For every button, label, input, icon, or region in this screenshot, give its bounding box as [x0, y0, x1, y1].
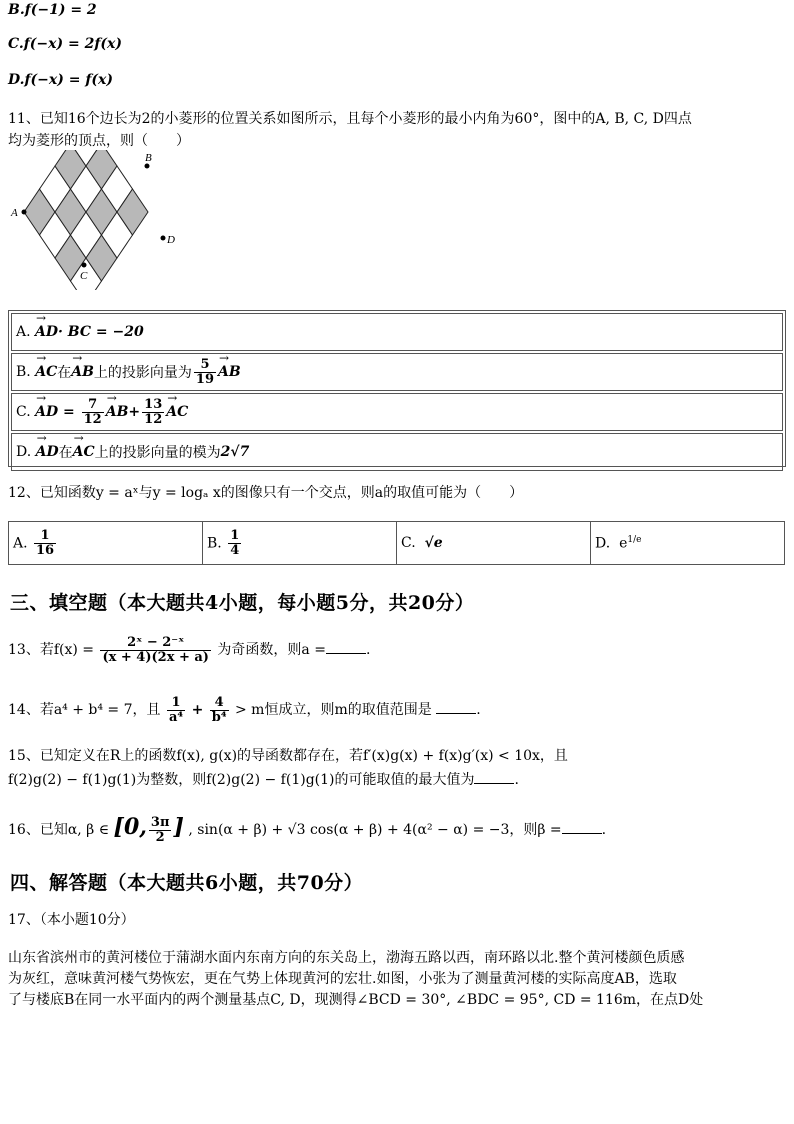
q17-head: 17、（本小题10分）: [8, 912, 135, 928]
q12-stem: 12、已知函数y = aˣ与y = logₐ x的图像只有一个交点，则a的取值可能为（ ）: [8, 485, 524, 501]
q16-blank[interactable]: [562, 819, 602, 834]
label-b: B: [145, 152, 152, 164]
point-c: [82, 263, 87, 268]
label-c: C: [80, 270, 88, 282]
q13-blank[interactable]: [326, 639, 366, 654]
q12-option-a[interactable]: A. $\frac{1}{16}$: [9, 522, 203, 565]
q11-line1: 11、已知16个边长为2的小菱形的位置关系如图所示，且每个小菱形的最小内角为60°，图中的A, B, C, D四点: [8, 111, 692, 127]
q13: 13、若f(x) = $\frac{\text{2ˣ − 2⁻ˣ}}{(x + 4)(2x + a)}$ 为奇函数，则a = .: [8, 634, 371, 665]
q11-option-b[interactable]: B. → AC 在 → AB 上的投影向量为 $\frac{5}{19}$ → AB: [11, 353, 783, 391]
q17-body: 山东省滨州市的黄河楼位于蒲湖水面内东南方向的东关岛上，渤海五路以西，南环路以北.整个黄河楼颜色质感 为灰红，意味黄河楼气势恢宏，更在气势上体现黄河的宏壮.如图，小张为了测量黄河楼的实际高度AB，选取 了与楼底B在同一水平面内的两个测量基点C, D，现测得∠BCD = 30°, ∠BDC = 95°, CD = 116m，在点D处: [8, 950, 704, 1008]
q12-options: [8, 521, 785, 565]
q12-option-b[interactable]: B. $\frac{1}{4}$: [203, 522, 397, 565]
q11-option-c[interactable]: C. → AD = $\frac{7}{12}$ → AB + $\frac{13}{12}$ → AC: [11, 393, 783, 431]
q12-option-d[interactable]: D. $e^{1/e}$: [591, 522, 785, 565]
q11-option-a[interactable]: A. → AD · BC = −20: [11, 313, 783, 351]
q11-option-d[interactable]: D. → AD 在 → AC 上的投影向量的模为 2√7: [11, 433, 783, 471]
label-d: D: [167, 234, 175, 246]
q16: 16、已知α, β ∈ [0, $\frac{3\pi}{2}$ ] , sin(α + β) + √3 cos(α + β) + 4(α² − α) = −3，则β = .: [8, 814, 607, 845]
q12-option-c[interactable]: C. √e: [397, 522, 591, 565]
point-d: [161, 236, 166, 241]
q15-blank[interactable]: [474, 769, 514, 784]
q14: 14、若a⁴ + b⁴ = 7，且 $\frac{1}{\text{a⁴}}$ + $\frac{4}{\text{b⁴}}$ > m恒成立，则m的取值范围是 .: [8, 694, 481, 725]
q11-line2: 均为菱形的顶点，则（ ）: [8, 133, 190, 149]
label-a: A: [11, 207, 18, 219]
rhombus-figure: [8, 150, 188, 290]
point-a: [22, 210, 27, 215]
q14-blank[interactable]: [436, 699, 476, 714]
q11-options: [8, 310, 786, 467]
option-c-q10: C.f(−x) = 2f(x): [8, 36, 122, 52]
point-b: [145, 164, 150, 169]
section-4-title: 四、解答题（本大题共6小题，共70分）: [10, 872, 364, 894]
q11-stem: [8, 108, 786, 152]
option-b-q10: B.f(−1) = 2: [8, 2, 97, 18]
option-d-q10: D.f(−x) = f(x): [8, 72, 113, 88]
q15: 15、已知定义在R上的函数f(x), g(x)的导函数都存在，若f′(x)g(x) + f(x)g′(x) < 10x，且 f(2)g(2) − f(1)g(1)为整数，则f(2)g(2) − f(1)g(1)的可能取值的最大值为 .: [8, 748, 568, 788]
section-3-title: 三、填空题（本大题共4小题，每小题5分，共20分）: [10, 592, 475, 614]
